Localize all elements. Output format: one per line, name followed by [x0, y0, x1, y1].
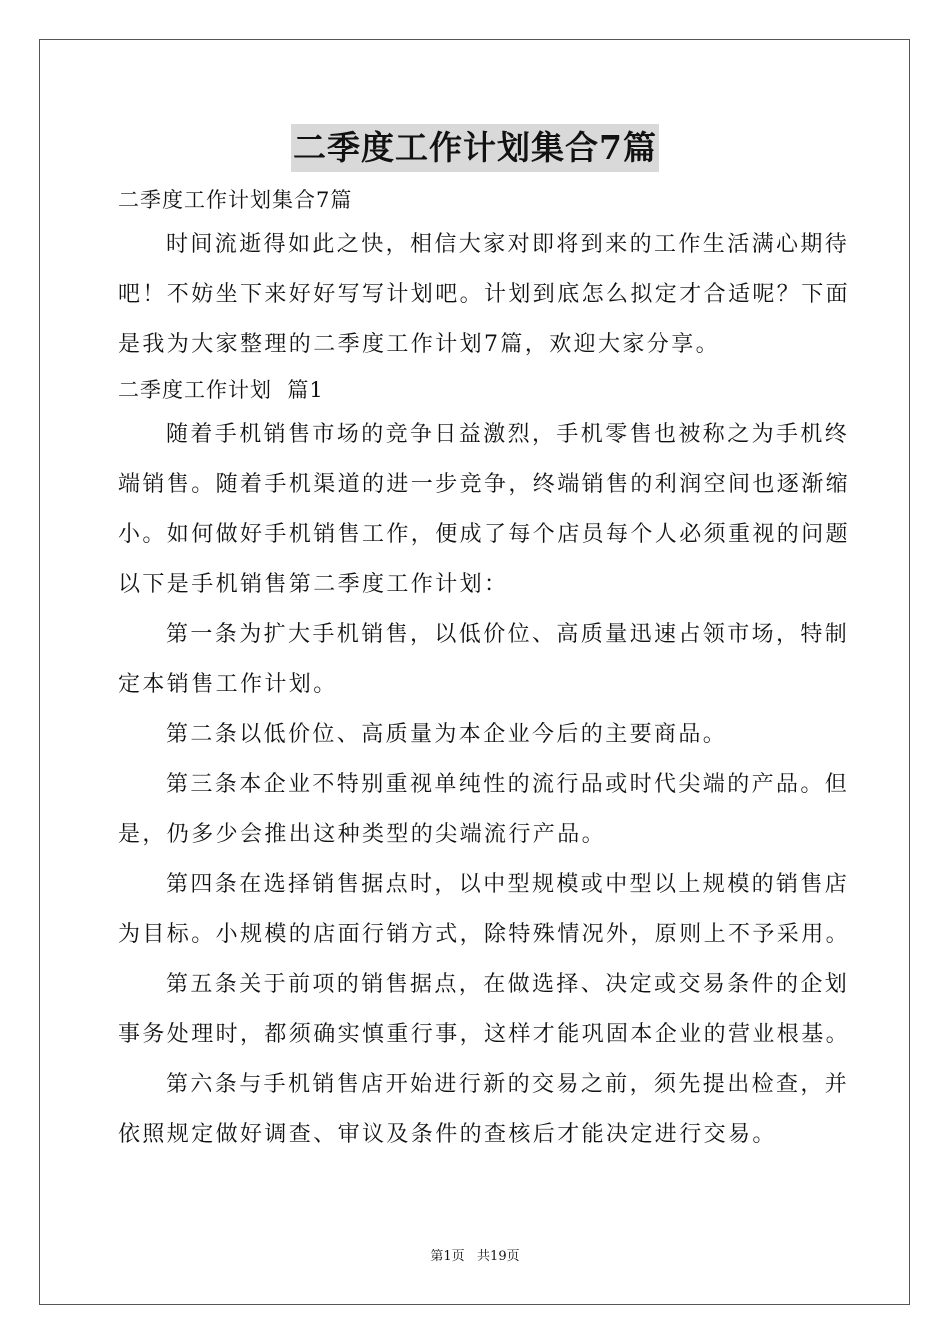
intro-line-1: 时间流逝得如此之快，相信大家对即将到来的工作生活满心期待	[166, 232, 850, 257]
document-body	[118, 180, 851, 1160]
body-line: 第五条关于前项的销售据点，在做选择、决定或交易条件的企划	[166, 972, 850, 997]
body-line: 随着手机销售市场的竞争日益激烈，手机零售也被称之为手机终	[166, 422, 850, 447]
body-line: 是，仍多少会推出这种类型的尖端流行产品。	[118, 822, 607, 847]
body-line: 第六条与手机销售店开始进行新的交易之前，须先提出检查，并	[166, 1072, 850, 1097]
body-line: 第一条为扩大手机销售，以低价位、高质量迅速占领市场，特制	[166, 622, 850, 647]
intro-line-3: 是我为大家整理的二季度工作计划7篇，欢迎大家分享。	[118, 332, 720, 357]
body-line: 第三条本企业不特别重视单纯性的流行品或时代尖端的产品。但	[166, 772, 850, 797]
document-title-wrap	[0, 124, 950, 172]
document-title: 二季度工作计划集合7篇	[291, 124, 659, 172]
body-line: 小。如何做好手机销售工作，便成了每个店员每个人必须重视的问题	[118, 522, 851, 547]
document-subtitle: 二季度工作计划集合7篇	[118, 188, 353, 212]
intro-line-2: 吧！不妨坐下来好好写写计划吧。计划到底怎么拟定才合适呢？下面	[118, 282, 851, 307]
body-line: 以下是手机销售第二季度工作计划：	[118, 572, 509, 597]
body-line: 事务处理时，都须确实慎重行事，这样才能巩固本企业的营业根基。	[118, 1022, 851, 1047]
body-line: 第二条以低价位、高质量为本企业今后的主要商品。	[166, 722, 728, 747]
body-line: 定本销售工作计划。	[118, 672, 338, 697]
body-line: 端销售。随着手机渠道的进一步竞争，终端销售的利润空间也逐渐缩	[118, 472, 851, 497]
body-line: 为目标。小规模的店面行销方式，除特殊情况外，原则上不予采用。	[118, 922, 851, 947]
body-line: 依照规定做好调查、审议及条件的查核后才能决定进行交易。	[118, 1122, 777, 1147]
body-line: 第四条在选择销售据点时，以中型规模或中型以上规模的销售店	[166, 872, 850, 897]
section-heading: 二季度工作计划 篇1	[118, 378, 324, 402]
page-footer: 第1页 共19页	[430, 1249, 520, 1264]
